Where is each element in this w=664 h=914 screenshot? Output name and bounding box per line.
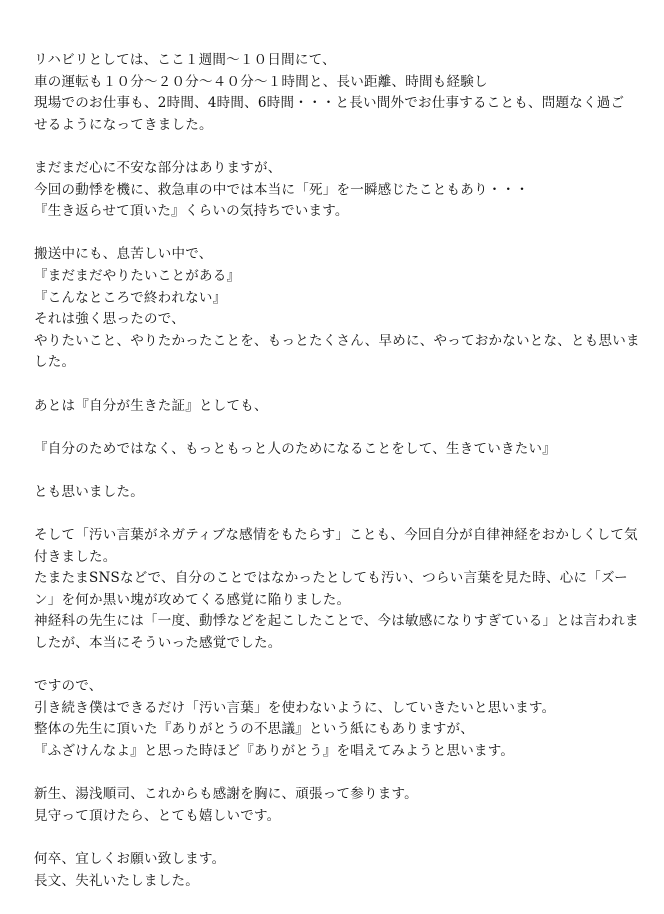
text-line: 『こんなところで終われない』 — [34, 289, 227, 306]
text-line: とも思いました。 — [34, 483, 144, 500]
paragraph — [34, 158, 634, 223]
paragraph — [34, 676, 634, 762]
text-line: ですので、 — [34, 678, 103, 695]
text-line: 新生、湯浅順司、これからも感謝を胸に、頑張って参ります。 — [34, 786, 418, 803]
text-line: 現場でのお仕事も、2時間、4時間、6時間・・・と長い間外でお仕事することも、問題なく過ご — [34, 95, 625, 112]
paragraph — [34, 50, 634, 136]
paragraph — [34, 244, 640, 374]
text-line: したが、本当にそういった感覚でした。 — [34, 635, 282, 652]
text-line: 引き続き僕はできるだけ「汚い言葉」を使わないように、していきたいと思います。 — [34, 699, 556, 716]
paragraph — [34, 525, 639, 655]
text-line: した。 — [34, 354, 76, 371]
text-line: 『まだまだやりたいことがある』 — [34, 267, 241, 284]
text-line: 搬送中にも、息苦しい中で、 — [34, 246, 213, 263]
text-line: あとは『自分が生きた証』としても、 — [34, 397, 268, 414]
text-line: 『ふざけんなよ』と思った時ほど『ありがとう』を唱えてみようと思います。 — [34, 743, 515, 759]
text-line: やりたいこと、やりたかったことを、もっとたくさん、早めに、やっておかないとな、とも思いま — [34, 332, 640, 349]
text-line: まだまだ心に不安な部分はありますが、 — [34, 159, 282, 176]
text-line: 神経科の先生には「一度、動悸などを起こしたことで、今は敏感になりすぎている」とは言われま — [34, 613, 639, 630]
text-line: 見守って頂けたら、とても嬉しいです。 — [34, 807, 281, 824]
text-line: リハビリとしては、ここ１週間〜１０日間にて、 — [34, 52, 336, 68]
text-line: 『生き返らせて頂いた』くらいの気持ちでいます。 — [34, 203, 349, 220]
text-line: 付きました。 — [34, 548, 117, 565]
text-line: 何卒、宜しくお願い致します。 — [34, 850, 226, 867]
text-line: たまたまSNSなどで、自分のことではなかったとしても汚い、つらい言葉を見た時、心に「ズー — [34, 570, 628, 587]
paragraph — [34, 482, 634, 504]
text-line: 長文、失礼いたしました。 — [34, 872, 199, 889]
text-line: 車の運転も１０分〜２０分〜４０分〜１時間と、長い距離、時間も経験し — [34, 73, 488, 90]
paragraph — [34, 784, 634, 827]
text-line: それは強く思ったので、 — [34, 311, 185, 328]
text-line: 『自分のためではなく、もっともっと人のためになることをして、生きていきたい』 — [34, 440, 556, 457]
text-line: そして「汚い言葉がネガティブな感情をもたらす」ことも、今回自分が自律神経をおかしくして気 — [34, 527, 638, 544]
text-line: せるようになってきました。 — [34, 116, 213, 133]
text-line: ン」を何か黒い塊が攻めてくる感覚に陥りました。 — [34, 591, 351, 608]
paragraph — [34, 439, 634, 461]
paragraph — [34, 849, 634, 892]
text-line: 整体の先生に頂いた『ありがとうの不思議』という紙にもありますが、 — [34, 721, 474, 738]
text-line: 今回の動悸を機に、救急車の中では本当に「死」を一瞬感じたこともあり・・・ — [34, 181, 529, 198]
paragraph — [34, 396, 634, 418]
letter-body — [34, 50, 640, 914]
